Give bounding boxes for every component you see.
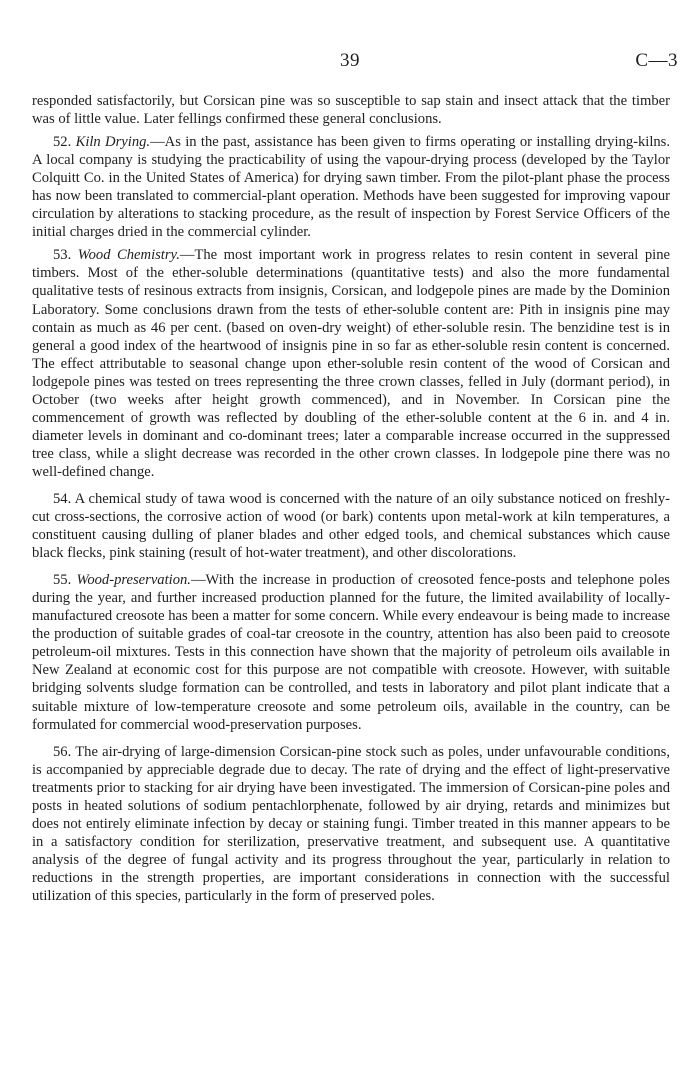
paragraph-54-tawa-study xyxy=(32,490,670,562)
body-text xyxy=(32,92,670,905)
paragraph-number: 56. xyxy=(53,743,72,760)
paragraph-body: —The most important work in progress relates to resin content in several pine timbers. Most of the ether-soluble determinations (quantitative tests) and also the more fundamental qualitative tests of resinous extracts from insignis, Corsican, and lodgepole pines are made by the Dominion Laboratory. Some conclusions drawn from the tests of ether-soluble content are: Pith in insignis pine may contain as much as 46 per cent. (based on oven-dry weight) of ether-soluble resin. The benzidine test is in general a good index of the heartwood of insignis pine in so far as ether-soluble resin content is concerned. The effect attributable to seasonal change upon ether-soluble resin content of the wood of Corsican and lodgepole pines was tested on trees representing the three crown classes, felled in July (dormant period), in October (two weeks after height growth commenced), and in November. In Corsican pine the commencement of growth was reflected by doubling of the ether-soluble content at the 6 in. and 4 in. diameter levels in dominant and co-dominant trees; later a comparable increase occurred in the suppressed tree class, while a slight decrease was recorded in the other crown classes. In lodgepole pine there was no well-defined change. xyxy=(32,247,670,480)
paragraph-continuation xyxy=(32,92,670,128)
paragraph-56-air-drying xyxy=(32,743,670,905)
paragraph-number: 55. xyxy=(53,572,72,589)
paragraph-number: 53. xyxy=(53,247,72,264)
paragraph-52-kiln-drying xyxy=(32,133,670,241)
page-number: 39 xyxy=(340,50,360,71)
paragraph-number: 52. xyxy=(53,134,72,151)
paragraph-body: —With the increase in production of creosoted fence-posts and telephone poles during the year, and further increased production planned for the future, the limited availability of locally-manufactured creosote has been a matter for some concern. While every endeavour is being made to increase the production of suitable grades of coal-tar creosote in the country, attention has also been paid to creosote petroleum-oil mixtures. Tests in this connection have shown that the majority of petroleum oils available in New Zealand at economic cost for this purpose are not compatible with creosote. However, with suitable bridging solvents sludge formation can be controlled, and tests in laboratory and pilot plant indicate that a suitable mixture of low-temperature creosote and some petroleum oils, available in the country, can be formulated for commercial wood-preservation purposes. xyxy=(32,572,670,733)
paragraph-body: A chemical study of tawa wood is concerned with the nature of an oily substance noticed on freshly-cut cross-sections, the corrosive action of wood (or bark) contents upon metal-work at kiln temperatures, a constituent causing dulling of planer blades and other edged tools, and chemical substances which cause black flecks, pink staining (result of hot-water treatment), and other discolorations. xyxy=(32,490,670,562)
paragraph-body: —As in the past, assistance has been given to firms operating or installing drying-kilns. A local company is studying the practicability of using the vapour-drying process (developed by the Taylor Colquitt Co. in the United States of America) for drying sawn timber. From the pilot-plant phase the process has now been translated to commercial-plant operation. Methods have been suggested for improving vapour circulation by alterations to stacking procedure, as the result of inspection by Forest Service Officers of the initial charges dried in the commercial cylinder. xyxy=(32,134,670,241)
paragraph-number: 54. xyxy=(53,490,72,507)
paragraph-55-wood-preservation xyxy=(32,571,670,733)
paragraph-heading: Kiln Drying. xyxy=(75,134,151,151)
paragraph-heading: Wood-preservation. xyxy=(76,572,191,589)
paragraph-body: responded satisfactorily, but Corsican pine was so susceptible to sap stain and insect attack that the timber was of little value. Later fellings confirmed these general conclusions. xyxy=(32,93,670,128)
paragraph-heading: Wood Chemistry. xyxy=(77,247,180,264)
paragraph-body: The air-drying of large-dimension Corsican-pine stock such as poles, under unfavourable conditions, is accompanied by appreciable degrade due to decay. The rate of drying and the effect of light-preservative treatments prior to stacking for air drying have been investigated. The immersion of Corsican-pine poles and posts in heated solutions of sodium pentachlorphenate, followed by air drying, retards and minimizes but does not entirely eliminate infection by decay or staining fungi. Timber treated in this manner appears to be in a satisfactory condition for sterilization, preservative treatment, and subsequent use. A quantitative analysis of the degree of fungal activity and its progress throughout the year, particularly in relation to reductions in the strength properties, are important considerations in connection with the successful utilization of this species, particularly in the form of preserved poles. xyxy=(32,743,670,904)
page-reference: C—3 xyxy=(635,50,678,71)
paragraph-53-wood-chemistry xyxy=(32,246,670,481)
